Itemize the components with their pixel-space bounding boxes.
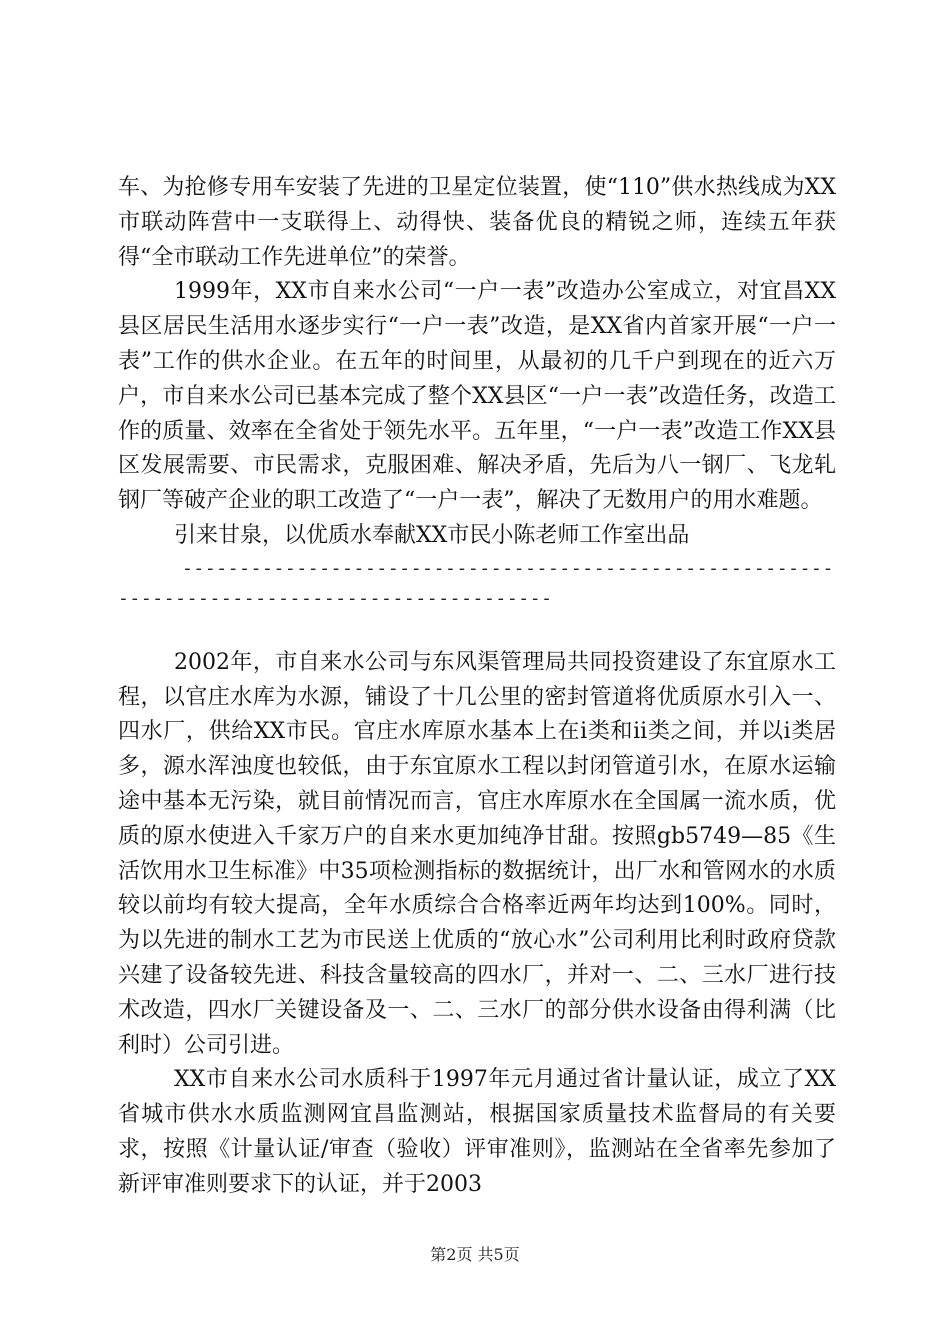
paragraph-raw-water-project: 2002年，市自来水公司与东风渠管理局共同投资建设了东宜原水工程，以官庄水库为水源，铺设了十几公里的密封管道将优质原水引入一、四水厂，供给XX市民。官庄水库原水基本上在i类和ii类之间，并以i类居多，源水浑浊度也较低，由于东宜原水工程以封闭管道引水，在原水运输途中基本无污染，就目前情况而言，官庄水库原水在全国属一流水质，优质的原水使进入千家万户的自来水更加纯净甘甜。按照gb5749—85《生活饮用水卫生标准》中35项检测指标的数据统计，出厂水和管网水的水质较以前均有较大提高，全年水质综合合格率近两年均达到100%。同时，为以先进的制水工艺为市民送上优质的“放心水”公司利用比利时政府贷款兴建了设备较先进、科技含量较高的四水厂，并对一、二、三水厂进行技术改造，四水厂关键设备及一、二、三水厂的部分供水设备由得利满（比利时）公司引进。 <box>118 649 836 1058</box>
document-body <box>118 171 836 1203</box>
page-number-footer: 第2页 共5页 <box>430 1245 520 1264</box>
paragraph-one-household-one-meter: 1999年，XX市自来水公司“一户一表”改造办公室成立，对宜昌XX县区居民生活用水逐步实行“一户一表”改造，是XX省内首家开展“一户一表”工作的供水企业。在五年的时间里，从最初的几千户到现在的近六万户，市自来水公司已基本完成了整个XX县区“一户一表”改造任务，改造工作的质量、效率在全省处于领先水平。五年里，“一户一表”改造工作XX县区发展需要、市民需求，克服困难、解决矛盾，先后为八一钢厂、飞龙轧钢厂等破产企业的职工改造了“一户一表”，解决了无数用户的用水难题。 <box>118 279 836 514</box>
credit-line: 引来甘泉，以优质水奉献XX市民小陈老师工作室出品 <box>174 522 690 548</box>
dashed-separator: ----------------------------------------------------------------------------------------------- <box>118 557 834 609</box>
section-gap <box>118 614 836 646</box>
paragraph-continued: 车、为抢修专用车安装了先进的卫星定位装置，使“110”供水热线成为XX市联动阵营中一支联得上、动得快、装备优良的精锐之师，连续五年获得“全市联动工作先进单位”的荣誉。 <box>118 175 836 270</box>
paragraph-water-quality-lab: XX市自来水公司水质科于1997年元月通过省计量认证，成立了XX省城市供水水质监测网宜昌监测站，根据国家质量技术监督局的有关要求，按照《计量认证/审查（验收）评审准则》，监测站在全省率先参加了新评审准则要求下的认证，并于2003 <box>118 1067 836 1197</box>
